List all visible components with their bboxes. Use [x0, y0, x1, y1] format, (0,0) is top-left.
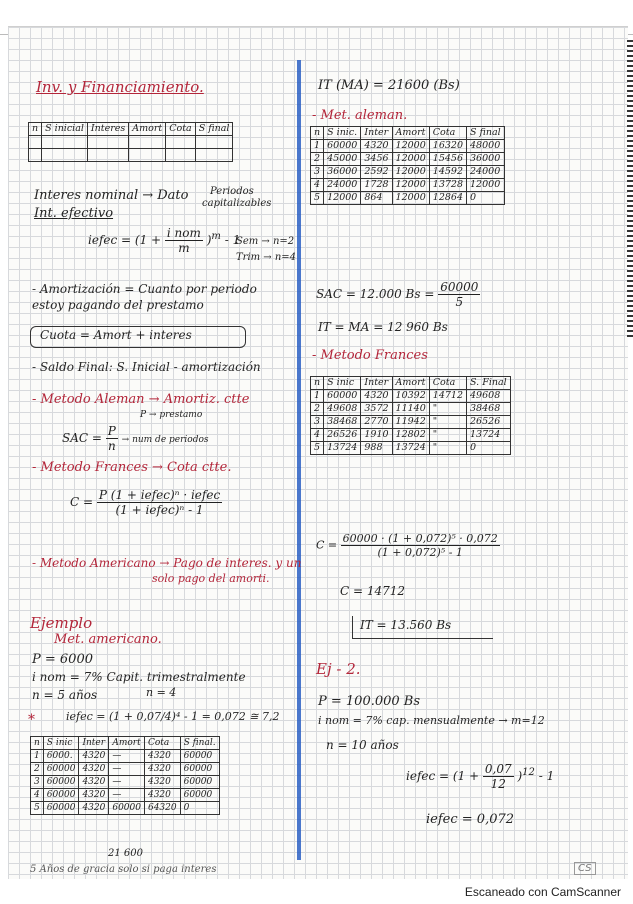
- footer: [0, 882, 633, 904]
- table-row: [311, 403, 511, 416]
- bottom-note: 5 Años de gracia solo si paga interes: [30, 864, 217, 875]
- table-cell: ": [429, 442, 466, 455]
- t3-h3: Amort: [109, 737, 145, 750]
- table-cell: 2: [31, 763, 44, 776]
- table-cell: 60000: [43, 802, 79, 815]
- frac-den: m: [178, 241, 190, 255]
- binding-edge: [627, 40, 633, 340]
- table-row: [311, 153, 505, 166]
- table-cell: 38468: [324, 416, 361, 429]
- saldo-def: - Saldo Final: S. Inicial - amortización: [32, 360, 261, 374]
- metodo-americano-1: - Metodo Americano → Pago de interes. y un: [32, 556, 302, 570]
- table-cell: 4: [311, 179, 324, 192]
- table-cell: 64320: [144, 802, 180, 815]
- table-row: [311, 192, 505, 205]
- sac-formula: [62, 424, 209, 453]
- sac-result: [316, 280, 480, 309]
- table-cell: 26526: [467, 416, 511, 429]
- n4-value: n = 4: [146, 686, 177, 699]
- iefec2-formula: iefec = (1 + $\frac{0,07}{12}$ )$^{12}$ - 1: [406, 762, 555, 791]
- table-cell: 12802: [392, 429, 429, 442]
- iefec2-den: 12: [490, 777, 506, 791]
- table-row: [311, 442, 511, 455]
- sac-result-fraction: [438, 280, 480, 309]
- page-divider-line: [297, 60, 301, 860]
- c-lhs: C =: [70, 495, 94, 509]
- table-cell: 60000: [180, 789, 219, 802]
- table-cell: 4320: [79, 750, 109, 763]
- table-cell: 15456: [429, 153, 466, 166]
- sac-num: P: [107, 424, 116, 438]
- table-cell: 2: [311, 403, 324, 416]
- c-result: C = 14712: [340, 584, 406, 598]
- t2-h5: S final: [467, 127, 505, 140]
- table-cell: 4320: [79, 802, 109, 815]
- iefec-calc: iefec = (1 + 0,07/4)⁴ - 1 = 0,072 ≅ 7,2: [66, 710, 280, 723]
- c-num: P (1 + iefec)ⁿ · iefec: [98, 488, 221, 502]
- c-calc-den: (1 + 0,072)⁵ - 1: [377, 546, 463, 559]
- table-row: [31, 802, 220, 815]
- table-cell: 3: [311, 166, 324, 179]
- table-cell: —: [109, 763, 145, 776]
- table-row: [311, 140, 505, 153]
- iefec2-lhs: iefec = (1 +: [406, 769, 480, 783]
- n-value: n = 5 años: [32, 688, 98, 702]
- table-row: [311, 179, 505, 192]
- table-cell: 11942: [392, 416, 429, 429]
- t3-h2: Inter: [79, 737, 109, 750]
- table-cell: 6000.: [43, 750, 79, 763]
- interest-sum: 21 600: [108, 848, 143, 859]
- table-cell: [166, 136, 195, 149]
- t4-h3: Amort: [392, 377, 429, 390]
- table-cell: [129, 149, 166, 162]
- table-cell: [42, 136, 88, 149]
- iefec2-tail: - 1: [538, 769, 555, 783]
- table-cell: 3: [31, 776, 44, 789]
- table-cell: 12000: [467, 179, 505, 192]
- metodo-frances-title: - Metodo Frances → Cota ctte.: [32, 460, 232, 475]
- table-row: [311, 390, 511, 403]
- it-ma: IT = MA = 12 960 Bs: [318, 320, 448, 334]
- table-cell: 988: [361, 442, 392, 455]
- table-cell: 1: [31, 750, 44, 763]
- frances-table: [310, 376, 511, 455]
- table-row: [311, 416, 511, 429]
- table-cell: 11140: [392, 403, 429, 416]
- table-cell: 38468: [467, 403, 511, 416]
- iefec2-fraction: [483, 762, 514, 791]
- empty-table: [28, 122, 233, 162]
- table-cell: 60000: [180, 750, 219, 763]
- table-cell: [166, 149, 195, 162]
- cuota-formula: [70, 488, 222, 517]
- t4-h0: n: [311, 377, 324, 390]
- exp-m: m: [211, 231, 221, 242]
- table-cell: 48000: [467, 140, 505, 153]
- table-row: [311, 429, 511, 442]
- iefec-lhs: iefec = (1 +: [88, 233, 162, 247]
- table-cell: 1: [311, 140, 324, 153]
- table-cell: 4320: [144, 776, 180, 789]
- table-cell: 12000: [392, 166, 429, 179]
- prestamo-note: P → prestamo: [140, 410, 203, 420]
- t3-h1: S inic: [43, 737, 79, 750]
- table-row: [311, 166, 505, 179]
- table-cell: 60000: [109, 802, 145, 815]
- t1-h5: S final: [195, 123, 233, 136]
- c-fraction: [97, 488, 222, 517]
- table-cell: ": [429, 416, 466, 429]
- table-cell: [129, 136, 166, 149]
- minus-one: - 1: [224, 233, 241, 247]
- t4-h5: S. Final: [467, 377, 511, 390]
- t4-h1: S inic: [324, 377, 361, 390]
- frac-num: i nom: [166, 226, 201, 240]
- table-cell: 60000: [180, 763, 219, 776]
- table-cell: 60000: [43, 763, 79, 776]
- t2-h4: Cota: [429, 127, 466, 140]
- table-cell: 60000: [324, 390, 361, 403]
- c-calc-num: 60000 · (1 + 0,072)⁵ · 0,072: [342, 532, 498, 545]
- table-cell: 60000: [324, 140, 361, 153]
- sac-result-lhs: SAC = 12.000 Bs =: [316, 287, 435, 301]
- table-cell: 49608: [324, 403, 361, 416]
- table-cell: 864: [361, 192, 392, 205]
- table-cell: 4320: [79, 763, 109, 776]
- trim-note: Trim → n=4: [236, 252, 297, 263]
- empty-table-header-row: [29, 123, 233, 136]
- ej2-label: Ej - 2.: [316, 660, 361, 678]
- def-interes-nominal: Interes nominal → Dato: [34, 188, 189, 203]
- table-cell: 60000: [43, 776, 79, 789]
- table-cell: 10392: [392, 390, 429, 403]
- t2-h0: n: [311, 127, 324, 140]
- table-cell: ": [429, 403, 466, 416]
- sac-fraction: [106, 424, 118, 453]
- table-cell: 4320: [144, 763, 180, 776]
- t4-h4: Cota: [429, 377, 466, 390]
- table-row: [31, 776, 220, 789]
- table-cell: 13724: [392, 442, 429, 455]
- table-cell: 3456: [361, 153, 392, 166]
- table-cell: 12000: [392, 153, 429, 166]
- table-cell: 1: [311, 390, 324, 403]
- table-cell: [195, 149, 233, 162]
- sem-note: Sem → n=2: [236, 236, 295, 247]
- table-cell: 0: [467, 192, 505, 205]
- met-aleman-label: - Met. aleman.: [312, 108, 408, 123]
- table-cell: 4320: [79, 789, 109, 802]
- sac-lhs: SAC =: [62, 431, 102, 445]
- t2-h3: Amort: [392, 127, 429, 140]
- table-cell: 2592: [361, 166, 392, 179]
- n10-value: n = 10 años: [326, 738, 399, 752]
- sac-den: n: [107, 439, 116, 453]
- ejemplo-label: Ejemplo: [30, 614, 93, 632]
- c-calc-fraction: [341, 532, 500, 559]
- table-cell: 13724: [467, 429, 511, 442]
- table-cell: 0: [467, 442, 511, 455]
- table-cell: 24000: [467, 166, 505, 179]
- table-cell: 5: [311, 442, 324, 455]
- table-cell: 0: [180, 802, 219, 815]
- empty-table-row: [29, 149, 233, 162]
- it-total: IT (MA) = 21600 (Bs): [318, 78, 460, 93]
- p-value: P = 6000: [32, 652, 93, 667]
- capitalizables-note: capitalizables: [202, 198, 272, 209]
- c-den: (1 + iefec)ⁿ - 1: [115, 503, 204, 517]
- left-title: Inv. y Financiamiento.: [36, 78, 204, 96]
- table-cell: 5: [311, 192, 324, 205]
- table-cell: 24000: [324, 179, 361, 192]
- star-mark: *: [28, 712, 35, 728]
- americano-table: [30, 736, 220, 815]
- def-int-efectivo: Int. efectivo: [34, 206, 114, 221]
- inom-value: i nom = 7% Capit. trimestralmente: [32, 670, 246, 684]
- table-cell: 4: [31, 789, 44, 802]
- amort-def-1: - Amortización = Cuanto por periodo: [32, 282, 257, 296]
- metodo-americano-2: solo pago del amorti.: [152, 572, 270, 585]
- table-cell: 49608: [467, 390, 511, 403]
- table-cell: [87, 136, 128, 149]
- table-cell: 13728: [429, 179, 466, 192]
- t2-h1: S inic.: [324, 127, 361, 140]
- num-periodos-note: → num de periodos: [121, 435, 209, 445]
- t2-h2: Inter: [361, 127, 392, 140]
- t1-h4: Cota: [166, 123, 195, 136]
- cuota-def: Cuota = Amort + interes: [40, 328, 192, 342]
- t3-h4: Cota: [144, 737, 180, 750]
- table-cell: [87, 149, 128, 162]
- met-americano-label: Met. americano.: [54, 632, 162, 647]
- table-cell: 1910: [361, 429, 392, 442]
- iefec-fraction: [165, 226, 203, 255]
- iefec2-exp: 12: [522, 767, 535, 778]
- iefec-formula: iefec = (1 + $\frac{\text{i nom}}{m}$ )$^m$ - 1: [88, 226, 241, 255]
- table-cell: —: [109, 776, 145, 789]
- americano-header-row: [31, 737, 220, 750]
- amort-def-2: estoy pagando del prestamo: [32, 298, 204, 312]
- table-cell: [29, 149, 42, 162]
- inom2-value: i nom = 7% cap. mensualmente → m=12: [318, 714, 545, 727]
- c-calc-lhs: C =: [316, 538, 338, 552]
- table-cell: 4: [311, 429, 324, 442]
- scanner-caption: Escaneado con CamScanner: [464, 885, 621, 899]
- table-cell: 60000: [43, 789, 79, 802]
- table-cell: 2: [311, 153, 324, 166]
- table-cell: 4320: [361, 390, 392, 403]
- metodo-frances-label: - Metodo Frances: [312, 348, 428, 363]
- iefec2-result: iefec = 0,072: [426, 812, 515, 827]
- sac-result-num: 60000: [440, 280, 479, 294]
- t4-h2: Inter: [361, 377, 392, 390]
- table-row: [31, 763, 220, 776]
- table-cell: 4320: [361, 140, 392, 153]
- table-cell: 3: [311, 416, 324, 429]
- table-cell: 36000: [324, 166, 361, 179]
- t1-h1: S inicial: [42, 123, 88, 136]
- t1-h3: Amort: [129, 123, 166, 136]
- table-cell: 4320: [79, 776, 109, 789]
- table-cell: 26526: [324, 429, 361, 442]
- aleman-header-row: [311, 127, 505, 140]
- table-cell: 16320: [429, 140, 466, 153]
- table-cell: 4320: [144, 750, 180, 763]
- table-cell: 12000: [392, 192, 429, 205]
- sac-result-den: 5: [455, 295, 464, 309]
- t1-h0: n: [29, 123, 42, 136]
- table-cell: 4320: [144, 789, 180, 802]
- table-cell: 36000: [467, 153, 505, 166]
- it-frances: IT = 13.560 Bs: [360, 618, 452, 632]
- table-cell: [29, 136, 42, 149]
- metodo-aleman-title: - Metodo Aleman → Amortiz. ctte: [32, 392, 250, 407]
- table-cell: 2770: [361, 416, 392, 429]
- empty-table-row: [29, 136, 233, 149]
- table-cell: ": [429, 429, 466, 442]
- table-cell: —: [109, 750, 145, 763]
- table-cell: [42, 149, 88, 162]
- table-cell: [195, 136, 233, 149]
- aleman-table: [310, 126, 505, 205]
- table-cell: 14712: [429, 390, 466, 403]
- camscanner-logo-icon: CS: [574, 862, 596, 875]
- table-cell: 60000: [180, 776, 219, 789]
- table-cell: 12000: [324, 192, 361, 205]
- table-cell: —: [109, 789, 145, 802]
- table-cell: 1728: [361, 179, 392, 192]
- table-cell: 5: [31, 802, 44, 815]
- t1-h2: Interes: [87, 123, 128, 136]
- table-cell: 3572: [361, 403, 392, 416]
- table-cell: 45000: [324, 153, 361, 166]
- t3-h5: S final.: [180, 737, 219, 750]
- p2-value: P = 100.000 Bs: [318, 694, 421, 709]
- table-cell: 12000: [392, 179, 429, 192]
- table-cell: 12864: [429, 192, 466, 205]
- t3-h0: n: [31, 737, 44, 750]
- c-calc: [316, 532, 500, 559]
- table-cell: 12000: [392, 140, 429, 153]
- iefec2-num: 0,07: [484, 762, 512, 776]
- frances-header-row: [311, 377, 511, 390]
- table-cell: 14592: [429, 166, 466, 179]
- table-row: [31, 789, 220, 802]
- table-cell: 13724: [324, 442, 361, 455]
- table-row: [31, 750, 220, 763]
- periodos-note: Periodos: [210, 186, 254, 197]
